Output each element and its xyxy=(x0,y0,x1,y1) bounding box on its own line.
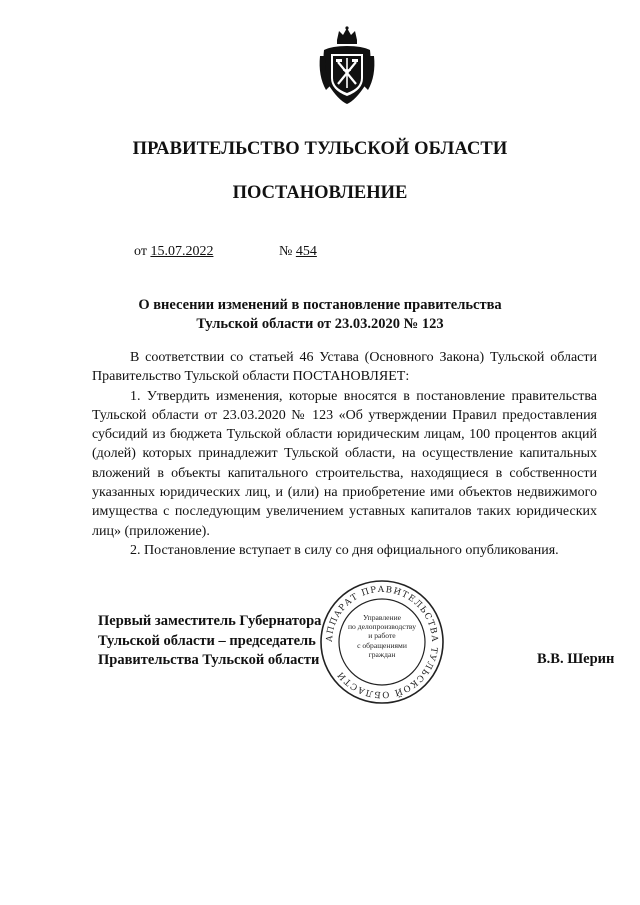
paragraph-preamble: В соответствии со статьей 46 Устава (Основного Закона) Тульской области Правительство Тульской области ПОСТАНОВЛЯЕТ: xyxy=(92,350,597,385)
title-line-1: О внесении изменений в постановление правительства xyxy=(138,297,502,313)
document-type-heading: ПОСТАНОВЛЕНИЕ xyxy=(232,183,408,203)
number-value: 454 xyxy=(295,244,317,259)
signatory-name: В.В. Шерин xyxy=(537,651,615,667)
stamp-inner-line-3: и работе xyxy=(368,631,396,641)
signatory-line-3: Правительства Тульской области xyxy=(98,652,320,668)
signatory-line-1: Первый заместитель Губернатора xyxy=(98,613,322,629)
document-date xyxy=(134,244,213,260)
coat-of-arms-emblem xyxy=(318,26,376,106)
stamp-ring-text: АППАРАТ ПРАВИТЕЛЬСТВА ТУЛЬСКОЙ ОБЛАСТИ xyxy=(324,584,440,700)
date-prefix: от xyxy=(134,244,147,259)
document-number xyxy=(279,244,317,260)
title-line-2: Тульской области от 23.03.2020 № 123 xyxy=(196,316,444,332)
date-value: 15.07.2022 xyxy=(150,244,214,259)
stamp-inner-line-4: с обращениями xyxy=(357,640,407,650)
stamp-inner-text xyxy=(336,613,428,659)
paragraph-item-2: 2. Постановление вступает в силу со дня официального опубликования. xyxy=(130,542,559,558)
government-heading: ПРАВИТЕЛЬСТВО ТУЛЬСКОЙ ОБЛАСТИ xyxy=(132,139,508,159)
paragraph-item-1: 1. Утвердить изменения, которые вносятся в постановление правительства Тульской области от 23.03.2020 № 123 «Об утверждении Правил предоставления субсидий из бюджета Тульской области юридическим лицам, 100 процентов акций (долей) которых принадлежит Тульской области, на осуществление капитальных вложений в объекты капитального строительства, находящиеся в собственности указанных юридических лиц, и (или) на приобретение ими объектов недвижимого имущества с последующим увеличением уставных капиталов таких юридических лиц» (приложение). xyxy=(92,388,597,539)
signatory-position xyxy=(98,612,321,671)
number-prefix: № xyxy=(279,244,293,259)
stamp-inner-line-1: Управление xyxy=(362,613,402,622)
document-body xyxy=(92,348,597,560)
stamp-inner-line-5: граждан xyxy=(368,649,396,659)
stamp-inner-line-2: по делопроизводству xyxy=(347,622,417,632)
document-title xyxy=(0,296,640,334)
signatory-line-2: Тульской области – председатель xyxy=(98,632,316,649)
